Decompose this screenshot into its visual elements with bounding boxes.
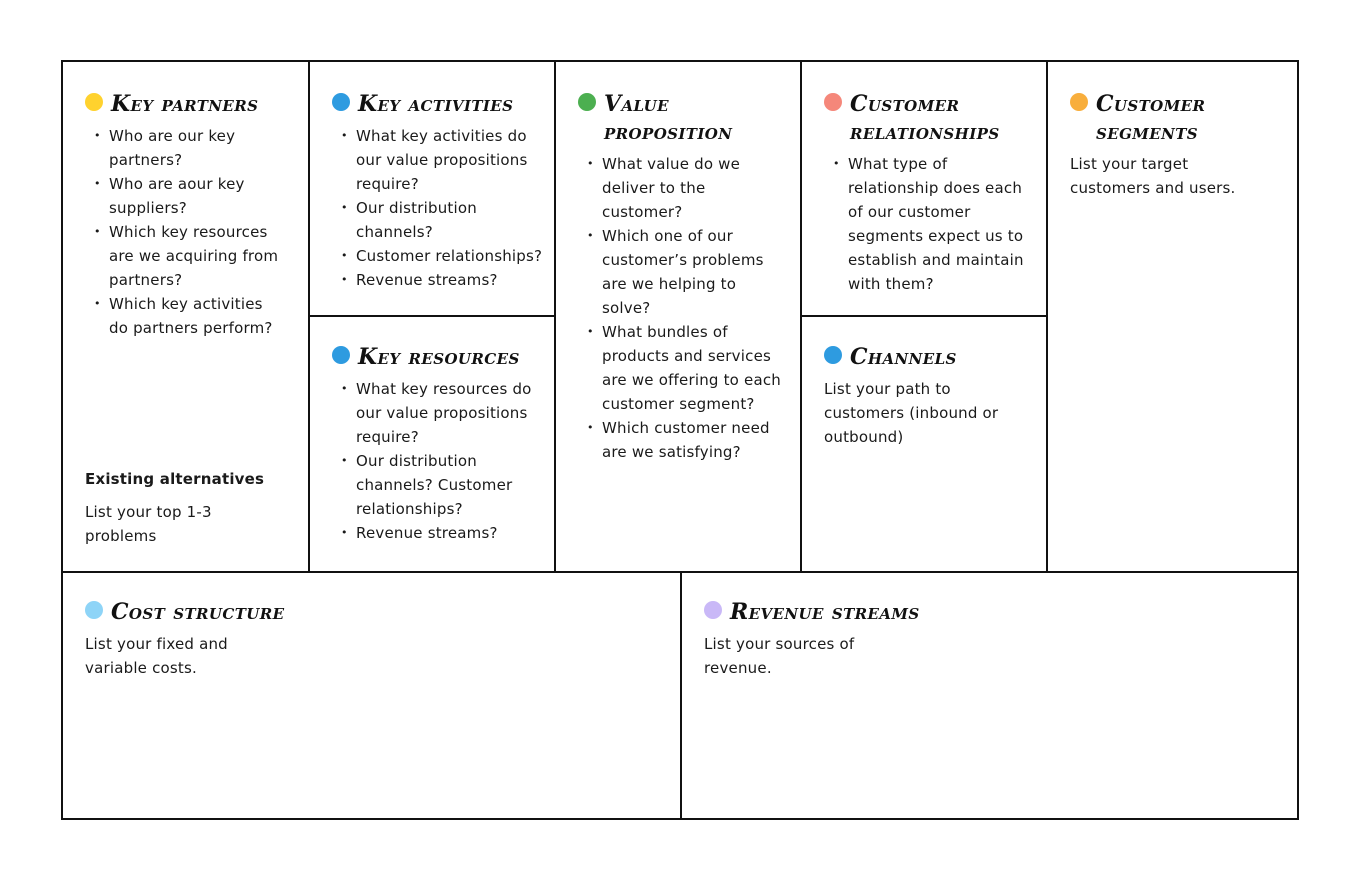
cost-structure-text: List your fixed and variable costs. <box>85 635 228 677</box>
question-item: • Revenue streams? <box>332 268 544 292</box>
revenue-streams-title: Revenue streams <box>730 599 920 625</box>
channels-dot-icon <box>824 346 842 364</box>
value-proposition-block <box>554 62 800 573</box>
question-item: • Which key activities do partners perform? <box>85 292 286 340</box>
question-item: • What type of relationship does each of our customer segments expect us to establish and maintain with them? <box>824 152 1032 296</box>
existing-alternatives-title: Existing alternatives <box>85 470 265 488</box>
cost-structure-header <box>85 598 658 626</box>
value-proposition-questions <box>578 152 786 464</box>
key-activities-header <box>332 90 544 118</box>
customer-segments-text: List your target customers and users. <box>1070 155 1236 197</box>
customer-segments-dot-icon <box>1070 93 1088 111</box>
channels-block <box>800 315 1046 573</box>
customer-relationships-dot-icon <box>824 93 842 111</box>
key-resources-dot-icon <box>332 346 350 364</box>
revenue-streams-header <box>704 598 1275 626</box>
key-partners-questions <box>85 124 286 340</box>
key-partners-block <box>63 62 308 573</box>
value-proposition-title: Value proposition <box>604 91 733 145</box>
existing-alternatives <box>85 468 295 548</box>
question-item: • Customer relationships? <box>332 244 544 268</box>
customer-relationships-title: Customer relationships <box>850 91 1000 145</box>
value-proposition-header <box>578 90 786 146</box>
question-item: • What value do we deliver to the customer? <box>578 152 786 224</box>
channels-text: List your path to customers (inbound or outbound) <box>824 380 999 446</box>
question-item: • Which key resources are we acquiring from partners? <box>85 220 286 292</box>
channels-title: Channels <box>850 344 957 370</box>
key-activities-block <box>308 62 554 317</box>
customer-relationships-block <box>800 62 1046 317</box>
key-partners-header <box>85 90 286 118</box>
revenue-streams-dot-icon <box>704 601 722 619</box>
question-item: • Our distribution channels? <box>332 196 544 244</box>
key-activities-title: Key activities <box>358 91 514 117</box>
cost-structure-title: Cost structure <box>111 599 285 625</box>
revenue-streams-text: List your sources of revenue. <box>704 635 855 677</box>
revenue-streams-block <box>680 571 1297 818</box>
existing-alternatives-text: List your top 1-3 problems <box>85 503 212 545</box>
customer-relationships-questions <box>824 152 1032 296</box>
value-proposition-dot-icon <box>578 93 596 111</box>
key-resources-title: Key resources <box>358 344 520 370</box>
question-item: • What key activities do our value propositions require? <box>332 124 544 196</box>
question-item: • Which customer need are we satisfying? <box>578 416 786 464</box>
key-activities-dot-icon <box>332 93 350 111</box>
key-resources-questions <box>332 377 544 545</box>
cost-structure-dot-icon <box>85 601 103 619</box>
question-item: • Which one of our customer’s problems are we helping to solve? <box>578 224 786 320</box>
customer-segments-block <box>1046 62 1297 573</box>
key-partners-title: Key partners <box>111 91 259 117</box>
key-resources-block <box>308 315 554 573</box>
question-item: • Who are our key partners? <box>85 124 286 172</box>
business-model-canvas <box>61 60 1299 820</box>
customer-segments-header <box>1070 90 1283 146</box>
key-activities-questions <box>332 124 544 292</box>
question-item: • What bundles of products and services are we offering to each customer segment? <box>578 320 786 416</box>
customer-relationships-header <box>824 90 1032 146</box>
question-item: • Who are aour key suppliers? <box>85 172 286 220</box>
key-partners-dot-icon <box>85 93 103 111</box>
question-item: • Revenue streams? <box>332 521 544 545</box>
question-item: • What key resources do our value propositions require? <box>332 377 544 449</box>
key-resources-header <box>332 343 544 371</box>
question-item: • Our distribution channels? Customer relationships? <box>332 449 544 521</box>
customer-segments-title: Customer segments <box>1096 91 1206 145</box>
channels-header <box>824 343 1032 371</box>
cost-structure-block <box>63 571 680 818</box>
